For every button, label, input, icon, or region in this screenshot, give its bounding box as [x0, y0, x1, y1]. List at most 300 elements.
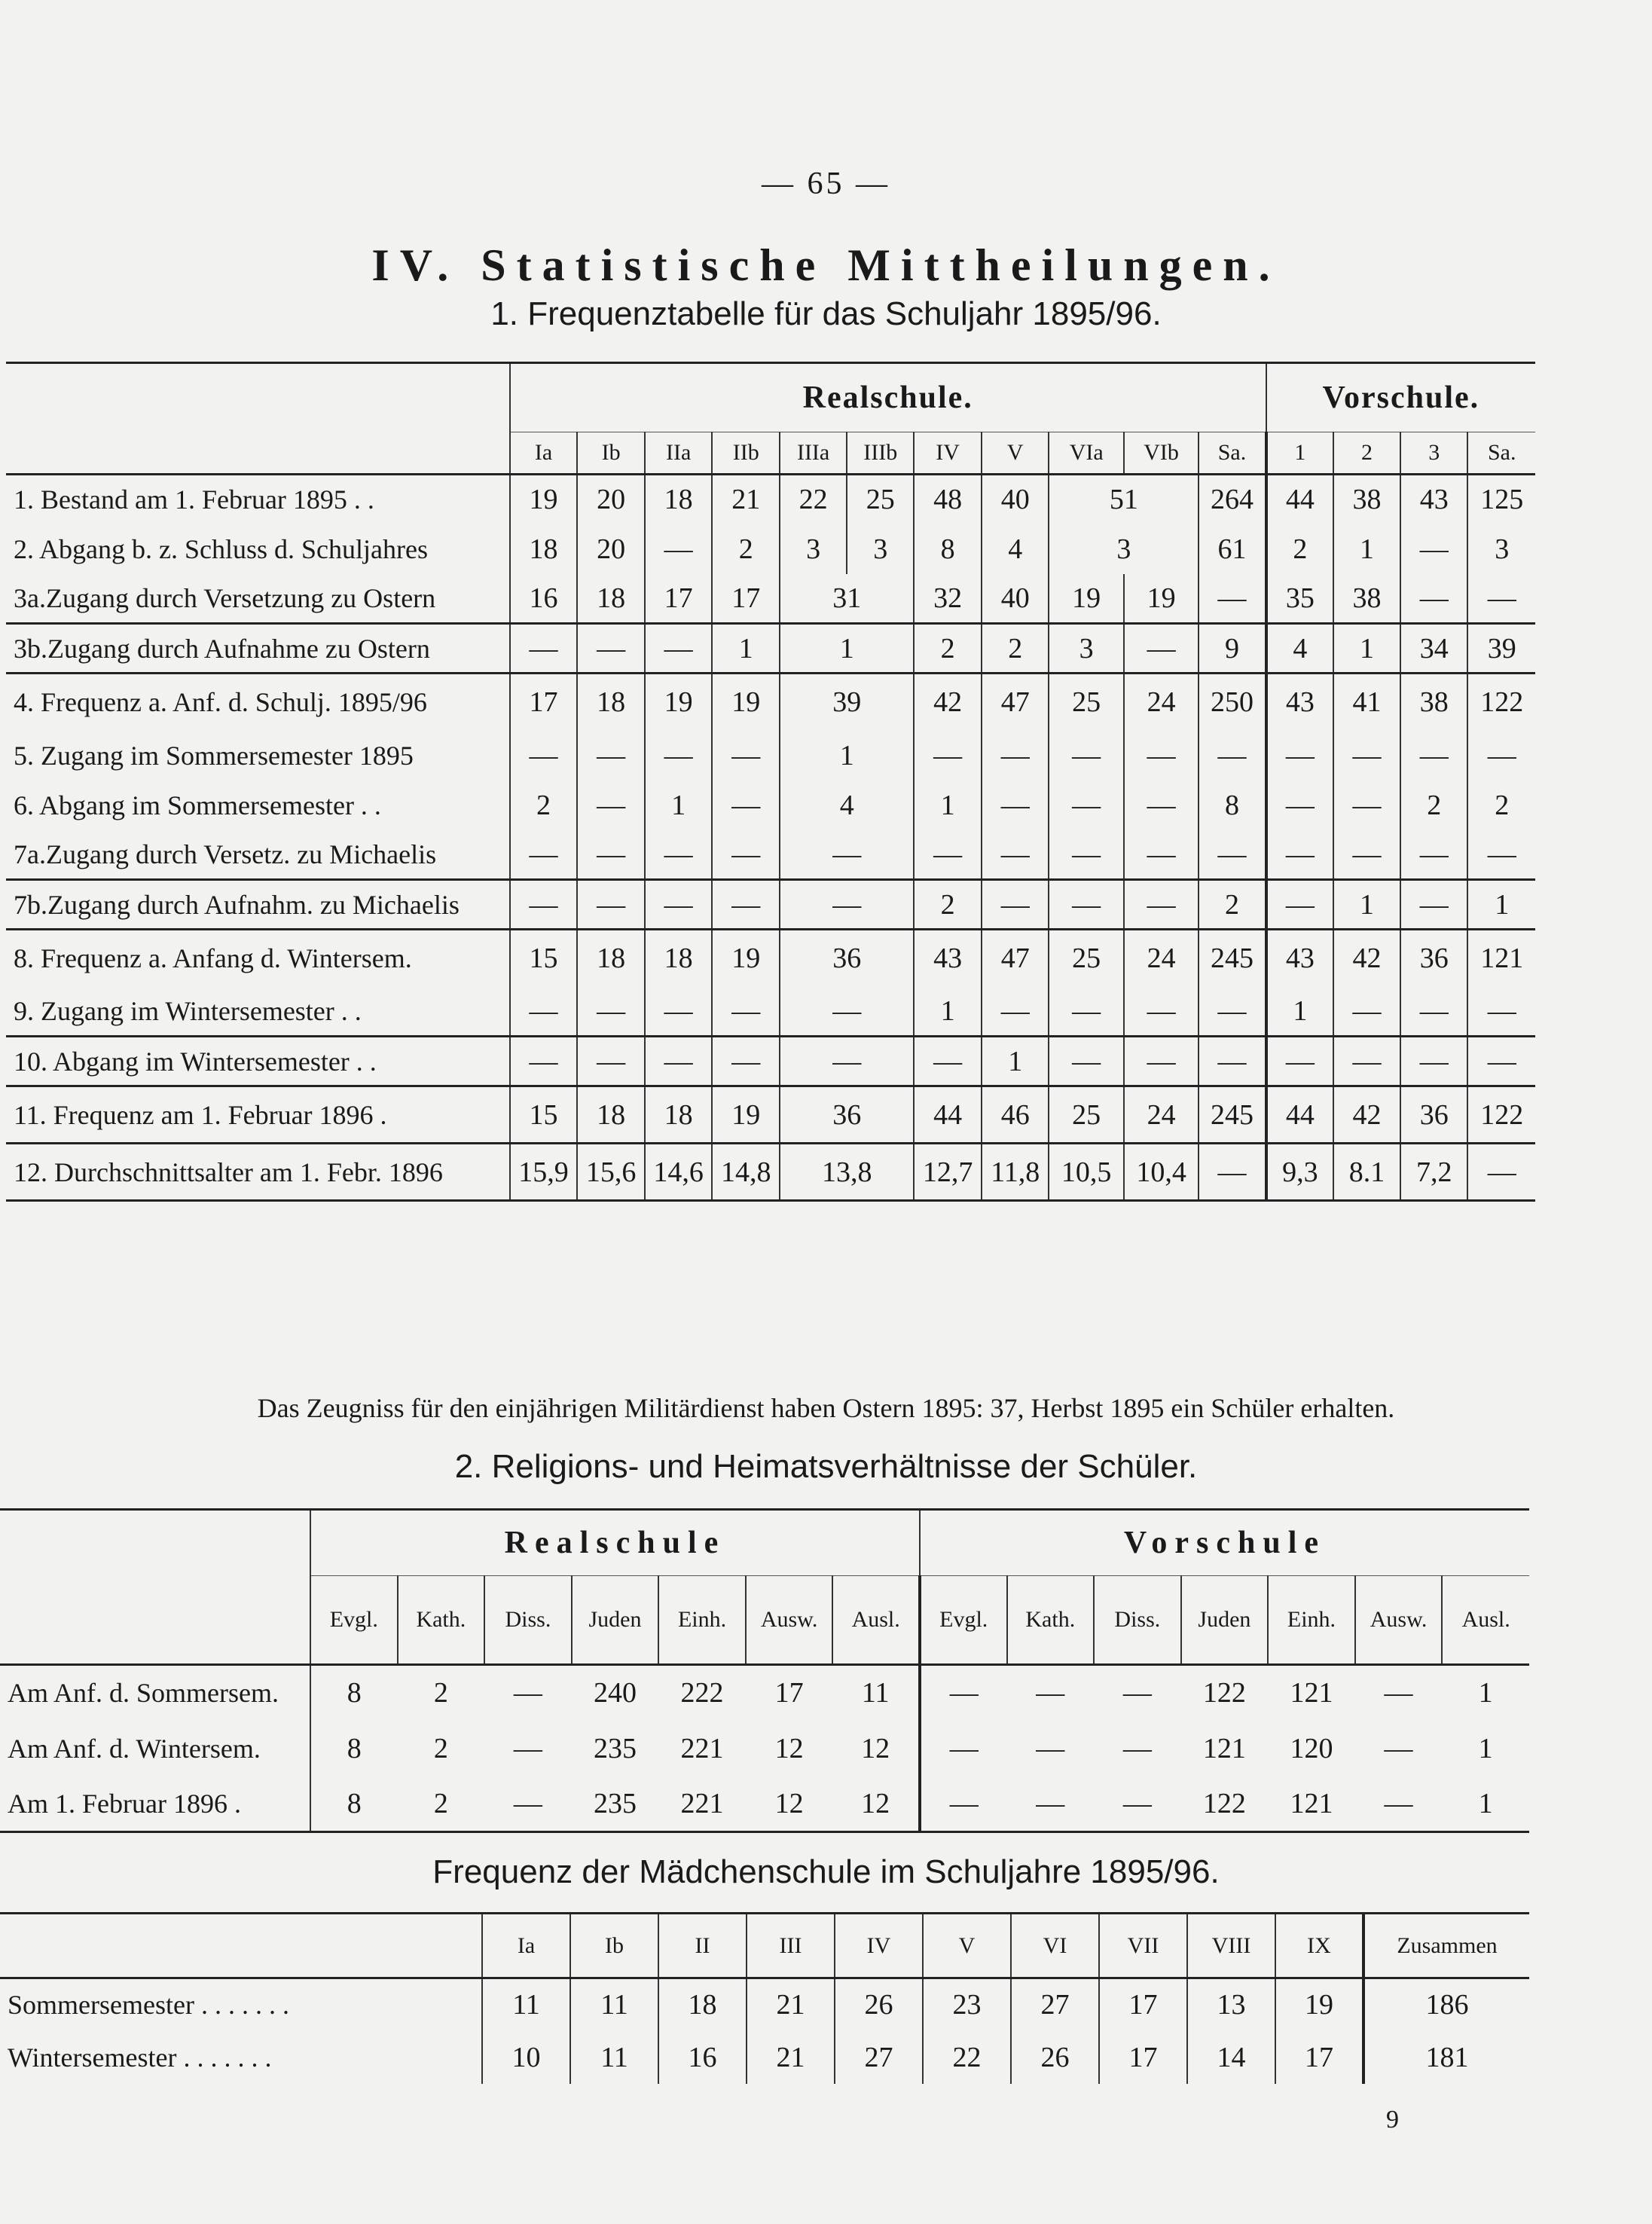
table-cell: —: [1266, 731, 1333, 781]
table-cell: —: [982, 880, 1049, 930]
table-cell: —: [1400, 880, 1467, 930]
table-cell: 16: [510, 574, 578, 624]
table1-col-header: 2: [1333, 432, 1400, 475]
table-cell: 24: [1124, 1086, 1199, 1144]
table-cell: 122: [1202, 1787, 1246, 1819]
table-cell: 15: [510, 930, 578, 987]
table-cell: —: [513, 1787, 542, 1819]
table-cell: 18: [577, 574, 645, 624]
table-cell: 44: [1266, 1086, 1333, 1144]
table-cell: 39: [1467, 624, 1535, 674]
table-cell: 51: [1049, 475, 1199, 524]
table2-col-header: Evgl.: [920, 1576, 1007, 1665]
table-cell: 17: [774, 1677, 804, 1709]
table1-group-vorschule: Vorschule.: [1266, 363, 1535, 432]
table-cell: —: [577, 624, 645, 674]
row-label: 6. Abgang im Sommersemester . .: [14, 790, 381, 820]
table-cell: —: [712, 880, 780, 930]
table-cell: 40: [982, 574, 1049, 624]
table3-col-header: V: [923, 1914, 1011, 1978]
table-cell: 2: [433, 1787, 448, 1819]
religion-table: [0, 1508, 1529, 1833]
table-cell: —: [1467, 1144, 1535, 1201]
table-cell: 245: [1199, 930, 1266, 987]
table-cell: 2: [433, 1677, 448, 1709]
table-cell: 25: [1049, 930, 1123, 987]
table2-col-header: Ausw.: [1355, 1576, 1443, 1665]
table-cell: 1: [1333, 880, 1400, 930]
table-cell: 21: [747, 1978, 835, 2031]
table-cell: 245: [1199, 1086, 1266, 1144]
table-cell: 19: [1049, 574, 1123, 624]
table2-col-header: Ausl.: [832, 1576, 920, 1665]
table-cell: 1: [780, 624, 914, 674]
table-cell: —: [914, 731, 982, 781]
table-cell: —: [513, 1732, 542, 1764]
table-cell: 47: [982, 930, 1049, 987]
row-label: Am 1. Februar 1896 .: [8, 1788, 241, 1819]
table-cell: 1: [982, 1037, 1049, 1086]
table-cell: —: [577, 830, 645, 880]
table-cell: 11: [570, 2031, 658, 2084]
table-cell: —: [645, 830, 713, 880]
table-row: [6, 987, 1535, 1037]
table2-col-header: Ausl.: [1442, 1576, 1529, 1665]
table-cell: 17: [645, 574, 713, 624]
row-label: Sommersemester . . . . . . .: [8, 1990, 289, 2021]
table-cell: —: [1122, 1732, 1152, 1764]
table-cell: —: [982, 830, 1049, 880]
table-cell: 61: [1199, 524, 1266, 574]
table-cell: —: [949, 1732, 979, 1764]
table-cell: 2: [914, 624, 982, 674]
table-row: [6, 624, 1535, 674]
row-label: Wintersemester . . . . . . .: [8, 2042, 272, 2073]
table-cell: 25: [847, 475, 914, 524]
table-cell: —: [1467, 830, 1535, 880]
table2-col-header: Diss.: [1094, 1576, 1181, 1665]
table-cell: 121: [1290, 1677, 1333, 1709]
table-cell: —: [780, 830, 914, 880]
table-cell: 222: [680, 1677, 724, 1709]
table-cell: 19: [645, 674, 713, 731]
table1-col-header: Ib: [577, 432, 645, 475]
page-title: IV. Statistische Mittheilungen.: [371, 240, 1281, 290]
table-cell: 186: [1363, 1978, 1529, 2031]
table-cell: 1: [1467, 880, 1535, 930]
table-cell: —: [1124, 624, 1199, 674]
table-cell: —: [645, 987, 713, 1037]
table-cell: 13,8: [780, 1144, 914, 1201]
table-cell: 121: [1202, 1732, 1246, 1764]
table1-col-header: VIb: [1124, 432, 1199, 475]
table-row: [6, 1037, 1535, 1086]
page-number: — 65 —: [762, 166, 890, 201]
table-cell: —: [712, 781, 780, 830]
table-cell: —: [712, 987, 780, 1037]
row-label: 9. Zugang im Wintersemester . .: [14, 995, 362, 1026]
table-cell: —: [1124, 1037, 1199, 1086]
table-cell: 8: [1199, 781, 1266, 830]
table-cell: 4: [982, 524, 1049, 574]
table2-col-header: Diss.: [484, 1576, 572, 1665]
table-cell: 16: [658, 2031, 747, 2084]
table-cell: 24: [1124, 674, 1199, 731]
table2-col-header: Kath.: [398, 1576, 485, 1665]
table1-label-header: [6, 363, 510, 432]
frequency-table: [6, 362, 1535, 1202]
table-cell: —: [780, 987, 914, 1037]
row-label: Am Anf. d. Wintersem.: [8, 1733, 261, 1764]
table3-col-header: II: [658, 1914, 747, 1978]
table1-col-header: Sa.: [1199, 432, 1266, 475]
table-cell: 46: [982, 1086, 1049, 1144]
table-cell: —: [510, 987, 578, 1037]
table-row: [6, 830, 1535, 880]
table3-col-header: IX: [1275, 1914, 1363, 1978]
table-cell: —: [1467, 1037, 1535, 1086]
row-label: 3a.Zugang durch Versetzung zu Ostern: [14, 582, 436, 613]
table-cell: 32: [914, 574, 982, 624]
table-cell: 17: [1099, 1978, 1187, 2031]
row-label: 5. Zugang im Sommersemester 1895: [14, 740, 414, 771]
table3-col-header: VIII: [1187, 1914, 1275, 1978]
table-cell: —: [1124, 731, 1199, 781]
table-cell: 125: [1467, 475, 1535, 524]
table-cell: 17: [510, 674, 578, 731]
table-row: [6, 574, 1535, 624]
table-cell: —: [1467, 987, 1535, 1037]
table-cell: 24: [1124, 930, 1199, 987]
table-cell: 221: [680, 1732, 724, 1764]
table2-col-header: Juden: [572, 1576, 659, 1665]
table-cell: 7,2: [1400, 1144, 1467, 1201]
table-row: [0, 2031, 1529, 2084]
table-cell: 20: [577, 475, 645, 524]
table-cell: 12,7: [914, 1144, 982, 1201]
table-cell: 122: [1467, 1086, 1535, 1144]
table-cell: —: [949, 1677, 979, 1709]
table1-label-header-spacer: [6, 432, 510, 475]
table-cell: —: [577, 781, 645, 830]
table-cell: 38: [1400, 674, 1467, 731]
table-cell: —: [1400, 731, 1467, 781]
table3-col-header: VII: [1099, 1914, 1187, 1978]
table-row: [6, 781, 1535, 830]
table-cell: 42: [914, 674, 982, 731]
table-cell: —: [645, 624, 713, 674]
table-cell: 15,9: [510, 1144, 578, 1201]
table-cell: —: [1049, 987, 1123, 1037]
table-cell: —: [1333, 987, 1400, 1037]
table-row: [6, 475, 1535, 524]
table-cell: 10,5: [1049, 1144, 1123, 1201]
table-cell: 10: [482, 2031, 570, 2084]
table-cell: 12: [832, 1721, 920, 1776]
table1-col-header: V: [982, 432, 1049, 475]
table2-col-header: Juden: [1181, 1576, 1269, 1665]
table-cell: 18: [577, 1086, 645, 1144]
table-cell: —: [645, 880, 713, 930]
table-row: [6, 674, 1535, 731]
table-cell: 14,8: [712, 1144, 780, 1201]
table-cell: 18: [658, 1978, 747, 2031]
row-label: 2. Abgang b. z. Schluss d. Schuljahres: [14, 533, 428, 564]
table3-col-header: Ib: [570, 1914, 658, 1978]
table-cell: 8.1: [1333, 1144, 1400, 1201]
table-cell: —: [1036, 1787, 1065, 1819]
table-row: [0, 1978, 1529, 2031]
row-label: 8. Frequenz a. Anfang d. Wintersem.: [14, 943, 412, 974]
row-label: 1. Bestand am 1. Februar 1895 . .: [14, 484, 374, 515]
table-cell: —: [1400, 524, 1467, 574]
table-cell: 3: [1049, 624, 1123, 674]
table1-col-header: IV: [914, 432, 982, 475]
table-cell: —: [1400, 987, 1467, 1037]
table2-subtitle: 2. Religions- und Heimatsverhältnisse der Schüler.: [454, 1448, 1198, 1485]
table-cell: 44: [914, 1086, 982, 1144]
table3-col-header: Ia: [482, 1914, 570, 1978]
table2-col-header: Einh.: [658, 1576, 746, 1665]
table-cell: 2: [914, 880, 982, 930]
table2-label-header: [0, 1510, 310, 1576]
table1-subtitle: 1. Frequenztabelle für das Schuljahr 1895/96.: [490, 295, 1162, 332]
table-cell: 122: [1202, 1677, 1246, 1709]
table-cell: —: [1199, 987, 1266, 1037]
table-cell: 13: [1187, 1978, 1275, 2031]
table-cell: 1: [780, 731, 914, 781]
table-cell: —: [645, 731, 713, 781]
table-cell: 23: [923, 1978, 1011, 2031]
table-cell: 11: [482, 1978, 570, 2031]
table-cell: —: [1199, 731, 1266, 781]
table-cell: —: [1266, 830, 1333, 880]
table-cell: —: [1049, 1037, 1123, 1086]
table2-col-header: Ausw.: [746, 1576, 833, 1665]
row-label: 7b.Zugang durch Aufnahm. zu Michaelis: [14, 889, 460, 920]
table-cell: 1: [1266, 987, 1333, 1037]
table-cell: 27: [1011, 1978, 1099, 2031]
table-cell: —: [1049, 731, 1123, 781]
table1-col-header: IIIa: [780, 432, 847, 475]
table-cell: —: [1467, 574, 1535, 624]
table-cell: 36: [780, 930, 914, 987]
table-cell: 19: [712, 674, 780, 731]
table-cell: 122: [1467, 674, 1535, 731]
table-cell: 9: [1199, 624, 1266, 674]
table-cell: 43: [1400, 475, 1467, 524]
table-cell: 38: [1333, 475, 1400, 524]
table-cell: 47: [982, 674, 1049, 731]
table-cell: 12: [832, 1776, 920, 1832]
table-cell: —: [982, 731, 1049, 781]
table-cell: 8: [310, 1665, 398, 1721]
table-cell: 8: [914, 524, 982, 574]
table-cell: 19: [510, 475, 578, 524]
table-cell: 43: [1266, 930, 1333, 987]
table-cell: 18: [645, 1086, 713, 1144]
table2-col-header: Einh.: [1268, 1576, 1355, 1665]
table-cell: 250: [1199, 674, 1266, 731]
table-cell: 14: [1187, 2031, 1275, 2084]
table-cell: —: [982, 781, 1049, 830]
row-label: 10. Abgang im Wintersemester . .: [14, 1046, 377, 1077]
table-row: [0, 1665, 1529, 1721]
table-row: [6, 1144, 1535, 1201]
table1-col-header: 3: [1400, 432, 1467, 475]
table-cell: 18: [577, 930, 645, 987]
table-cell: —: [1199, 574, 1266, 624]
table-cell: 11,8: [982, 1144, 1049, 1201]
table-cell: —: [712, 1037, 780, 1086]
table-cell: 3: [1467, 524, 1535, 574]
table-cell: 26: [1011, 2031, 1099, 2084]
table-cell: 15: [510, 1086, 578, 1144]
signature-mark: 9: [1386, 2106, 1399, 2134]
table3-label-header: [0, 1914, 482, 1978]
table-cell: 19: [712, 1086, 780, 1144]
table-cell: —: [982, 987, 1049, 1037]
table-cell: 42: [1333, 1086, 1400, 1144]
table-cell: 1: [712, 624, 780, 674]
table-cell: —: [1036, 1677, 1065, 1709]
table-cell: 20: [577, 524, 645, 574]
table-cell: —: [914, 1037, 982, 1086]
table-cell: —: [1199, 1144, 1266, 1201]
table-cell: 44: [1266, 475, 1333, 524]
table-cell: 3: [847, 524, 914, 574]
table-cell: 17: [1099, 2031, 1187, 2084]
table-cell: 2: [1467, 781, 1535, 830]
table-cell: 10,4: [1124, 1144, 1199, 1201]
table-cell: —: [1384, 1787, 1413, 1819]
table-cell: 19: [1275, 1978, 1363, 2031]
row-label: 11. Frequenz am 1. Februar 1896 .: [14, 1099, 387, 1130]
row-label: 7a.Zugang durch Versetz. zu Michaelis: [14, 839, 437, 869]
table-cell: —: [1266, 781, 1333, 830]
table-cell: 14,6: [645, 1144, 713, 1201]
table-cell: 235: [593, 1787, 637, 1819]
table1-col-header: Ia: [510, 432, 578, 475]
table1-col-header: VIa: [1049, 432, 1123, 475]
table3-subtitle: Frequenz der Mädchenschule im Schuljahre 1895/96.: [432, 1853, 1220, 1890]
table1-col-header: IIa: [645, 432, 713, 475]
table-row: [6, 880, 1535, 930]
table-cell: 26: [835, 1978, 923, 2031]
table-cell: —: [1384, 1732, 1413, 1764]
row-label: 3b.Zugang durch Aufnahme zu Ostern: [14, 633, 430, 664]
table2-col-header: Kath.: [1007, 1576, 1095, 1665]
table3-col-header: IV: [835, 1914, 923, 1978]
table-cell: —: [577, 731, 645, 781]
table-cell: —: [513, 1677, 542, 1709]
table-cell: 4: [1266, 624, 1333, 674]
table-cell: 27: [835, 2031, 923, 2084]
table-cell: 19: [712, 930, 780, 987]
table-cell: —: [1333, 1037, 1400, 1086]
table-cell: 2: [982, 624, 1049, 674]
table-cell: 31: [780, 574, 914, 624]
table-row: [6, 1086, 1535, 1144]
table-cell: 1: [914, 781, 982, 830]
table-cell: 1: [1478, 1677, 1493, 1709]
table-cell: —: [1199, 830, 1266, 880]
table-cell: 36: [780, 1086, 914, 1144]
table-cell: —: [1333, 731, 1400, 781]
table-cell: —: [577, 880, 645, 930]
table-cell: —: [1199, 1037, 1266, 1086]
table-cell: 2: [1199, 880, 1266, 930]
table-cell: —: [712, 731, 780, 781]
table-cell: 1: [645, 781, 713, 830]
row-label: Am Anf. d. Sommersem.: [8, 1678, 279, 1709]
military-certificate-note: Das Zeugniss für den einjährigen Militärdienst haben Ostern 1895: 37, Herbst 1895 ein Schüler erhalten.: [257, 1393, 1395, 1423]
maedchenschule-table: [0, 1912, 1529, 2084]
table-row: [0, 1721, 1529, 1776]
table-cell: —: [1036, 1732, 1065, 1764]
table-cell: 264: [1199, 475, 1266, 524]
table1-col-header: IIIb: [847, 432, 914, 475]
table-cell: 120: [1290, 1732, 1333, 1764]
table-cell: —: [1122, 1787, 1152, 1819]
table-cell: —: [1124, 781, 1199, 830]
table-cell: —: [577, 1037, 645, 1086]
table-cell: 2: [1266, 524, 1333, 574]
table-cell: —: [1122, 1677, 1152, 1709]
table-cell: 4: [780, 781, 914, 830]
table3-col-header: III: [747, 1914, 835, 1978]
table-cell: 1: [1333, 524, 1400, 574]
table-cell: 21: [712, 475, 780, 524]
table-cell: —: [1124, 880, 1199, 930]
table-cell: 3: [1049, 524, 1199, 574]
table-cell: 1: [1333, 624, 1400, 674]
table-row: [6, 524, 1535, 574]
table-cell: —: [780, 1037, 914, 1086]
table2-col-header: Evgl.: [310, 1576, 398, 1665]
table-cell: 17: [712, 574, 780, 624]
table-cell: 22: [780, 475, 847, 524]
table-cell: —: [1400, 574, 1467, 624]
table-cell: —: [510, 624, 578, 674]
table-cell: —: [914, 830, 982, 880]
table-cell: 40: [982, 475, 1049, 524]
table-row: [6, 731, 1535, 781]
table-cell: 19: [1124, 574, 1199, 624]
table-cell: 34: [1400, 624, 1467, 674]
table-cell: 18: [645, 930, 713, 987]
table-cell: 11: [832, 1665, 920, 1721]
table-cell: 181: [1363, 2031, 1529, 2084]
table-cell: 15,6: [577, 1144, 645, 1201]
table-cell: 12: [774, 1787, 804, 1819]
table-cell: 1: [914, 987, 982, 1037]
table-cell: 121: [1467, 930, 1535, 987]
table3-col-header: Zusammen: [1363, 1914, 1529, 1978]
table-cell: 36: [1400, 930, 1467, 987]
table-cell: 235: [593, 1732, 637, 1764]
table-cell: —: [510, 880, 578, 930]
table-cell: 240: [593, 1677, 637, 1709]
table-cell: 36: [1400, 1086, 1467, 1144]
table-cell: —: [780, 880, 914, 930]
table1-col-header: Sa.: [1467, 432, 1535, 475]
table2-label-header-spacer: [0, 1576, 310, 1665]
table-row: [6, 930, 1535, 987]
table-cell: —: [645, 524, 713, 574]
table-cell: —: [510, 1037, 578, 1086]
table-cell: 18: [510, 524, 578, 574]
